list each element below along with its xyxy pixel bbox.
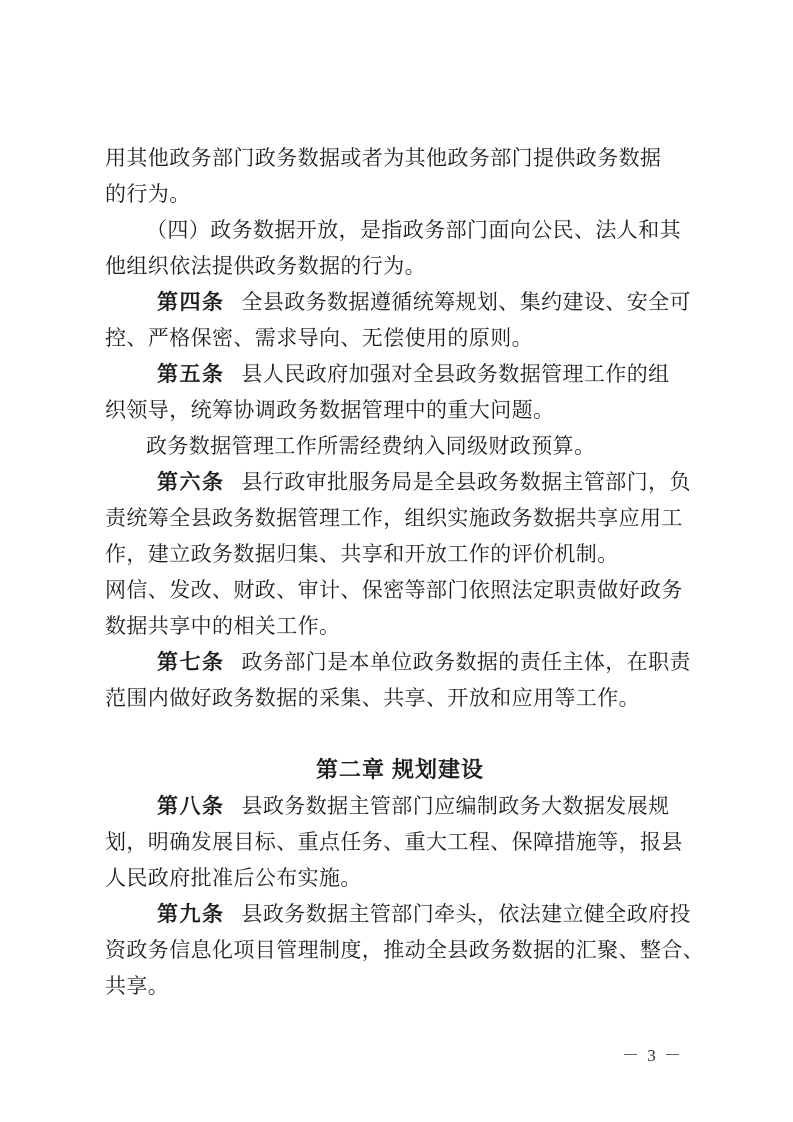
text-line: 共享。 xyxy=(105,974,170,998)
article-number: 第七条 xyxy=(157,650,225,674)
text-line: 网信、发改、财政、审计、保密等部门依照法定职责做好政务 xyxy=(105,578,683,602)
article-text: 县人民政府加强对全县政务数据管理工作的组 xyxy=(241,362,670,386)
text-line: 控、严格保密、需求导向、无偿使用的原则。 xyxy=(105,326,533,350)
article-number: 第四条 xyxy=(157,290,225,314)
text-line: 织领导，统筹协调政务数据管理中的重大问题。 xyxy=(105,398,555,422)
text-line: 划，明确发展目标、重点任务、重大工程、保障措施等，报县 xyxy=(105,830,683,854)
article-number: 第五条 xyxy=(157,362,225,386)
article-number: 第九条 xyxy=(157,902,225,926)
article-line xyxy=(105,644,695,680)
article-line xyxy=(105,788,695,824)
article-line xyxy=(105,356,695,392)
page-number: － 3 － xyxy=(622,1046,683,1065)
article-line xyxy=(105,896,695,932)
article-text: 全县政务数据遵循统筹规划、集约建设、安全可 xyxy=(241,290,691,314)
text-line: 用其他政务部门政务数据或者为其他政务部门提供政务数据 xyxy=(105,146,662,170)
text-line: 人民政府批准后公布实施。 xyxy=(105,866,362,890)
article-line xyxy=(105,284,695,320)
text-line: 资政务信息化项目管理制度，推动全县政务数据的汇聚、整合、 xyxy=(105,938,705,962)
text-line: 数据共享中的相关工作。 xyxy=(105,614,341,638)
text-line: 的行为。 xyxy=(105,182,191,206)
text-line: 责统筹全县政务数据管理工作，组织实施政务数据共享应用工 xyxy=(105,506,683,530)
article-number: 第八条 xyxy=(157,794,225,818)
article-text: 县政务数据主管部门牵头，依法建立健全政府投 xyxy=(241,902,691,926)
text-line: 他组织依法提供政务数据的行为。 xyxy=(105,254,426,278)
article-line xyxy=(105,464,695,500)
document-body xyxy=(105,140,705,1004)
article-number: 第六条 xyxy=(157,470,225,494)
article-text: 县政务数据主管部门应编制政务大数据发展规 xyxy=(241,794,670,818)
chapter-heading: 第二章 规划建设 xyxy=(315,757,485,782)
article-text: 政务部门是本单位政务数据的责任主体，在职责 xyxy=(241,650,691,674)
article-text: 县行政审批服务局是全县政务数据主管部门，负 xyxy=(241,470,691,494)
text-line: （四）政务数据开放，是指政务部门面向公民、法人和其 xyxy=(146,218,681,242)
text-line: 作，建立政务数据归集、共享和开放工作的评价机制。 xyxy=(105,542,619,566)
text-line: 范围内做好政务数据的采集、共享、开放和应用等工作。 xyxy=(105,686,640,710)
text-line: 政务数据管理工作所需经费纳入同级财政预算。 xyxy=(146,434,596,458)
